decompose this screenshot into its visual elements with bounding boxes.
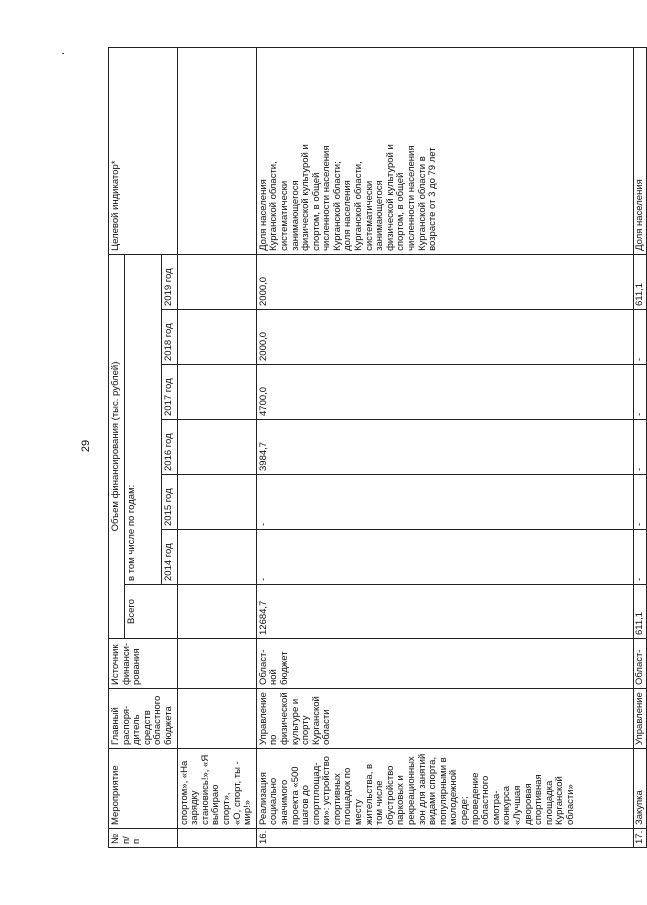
cell-year-value xyxy=(177,420,256,475)
cell-source: Област- xyxy=(633,639,647,689)
header-year: 2018 год xyxy=(161,310,177,365)
cell-year-value xyxy=(177,530,256,585)
cell-total xyxy=(177,585,256,639)
cell-num xyxy=(177,829,256,848)
scan-mark xyxy=(62,53,64,54)
page-number: 29 xyxy=(80,439,92,453)
header-event: Мероприятие xyxy=(109,749,178,829)
cell-year-value: - xyxy=(256,530,633,585)
cell-year-value xyxy=(177,365,256,420)
cell-year-value xyxy=(177,310,256,365)
cell-indicator xyxy=(177,47,256,254)
cell-num: 16. xyxy=(256,829,633,848)
cell-manager: Управление xyxy=(633,689,647,749)
header-year: 2016 год xyxy=(161,420,177,475)
cell-indicator: Доля населения xyxy=(633,47,647,254)
table-row xyxy=(177,47,256,847)
cell-total: 611,1 xyxy=(633,585,647,639)
cell-year-value: 3984,7 xyxy=(256,420,633,475)
header-total: Всего xyxy=(124,585,177,639)
header-year: 2014 год xyxy=(161,530,177,585)
header-indicator: Целевой индикатор* xyxy=(109,47,178,254)
header-row-1 xyxy=(109,47,125,847)
header-year: 2019 год xyxy=(161,254,177,309)
header-year: 2015 год xyxy=(161,475,177,530)
cell-year-value: 2000,0 xyxy=(256,254,633,309)
cell-year-value: - xyxy=(633,420,647,475)
funding-table xyxy=(108,47,647,848)
cell-manager: Управление по физической культуре и спорту Курганской области xyxy=(256,689,633,749)
cell-num: 17. xyxy=(633,829,647,848)
cell-year-value: - xyxy=(633,475,647,530)
header-source: Источник финанси- рования xyxy=(109,639,178,689)
header-num: № п/п xyxy=(109,829,178,848)
cell-year-value: - xyxy=(633,310,647,365)
cell-year-value: - xyxy=(256,475,633,530)
cell-year-value: - xyxy=(633,530,647,585)
header-manager: Главный распоря- дитель средств областного бюджета xyxy=(109,689,178,749)
cell-event: спортом», «На зарядку становись!», «Я выбираю спорт», «О, спорт, ты - мир!» xyxy=(177,749,256,829)
header-by-year: в том числе по годам: xyxy=(124,254,161,584)
cell-event: Реализация социально значимого проекта «500 шагов до спортплощад- ки»: устройство спортивных площадок по месту жительства, в том числе обустройство парковых и рекреационных зон для занятий видами спорта, популярными в молодежной среде; проведение областного смотра-конкурса «Лучшая дворовая спортивная площадка Курганской области» xyxy=(256,749,633,829)
cell-year-value xyxy=(177,254,256,309)
cell-total: 12684,7 xyxy=(256,585,633,639)
table-row xyxy=(256,47,633,847)
cell-year-value: 4700,0 xyxy=(256,365,633,420)
header-funding-group: Объем финансирования (тыс. рублей) xyxy=(109,254,125,638)
header-year: 2017 год xyxy=(161,365,177,420)
cell-source xyxy=(177,639,256,689)
cell-year-value: - xyxy=(633,365,647,420)
rotated-table-sheet xyxy=(108,48,645,848)
cell-year-value: 611,1 xyxy=(633,254,647,309)
cell-year-value xyxy=(177,475,256,530)
cell-source: Област- ной бюджет xyxy=(256,639,633,689)
cell-manager xyxy=(177,689,256,749)
cell-year-value: 2000,0 xyxy=(256,310,633,365)
table-row xyxy=(633,47,647,847)
cell-indicator: Доля населения Курганской области, систематически занимающегося физической культурой и спортом, в общей численности населения Курганской области; доля населения Курганской области, систематически занимающегося физической культурой и спортом, в общей численности населения Курганской области в возрасте от 3 до 79 лет xyxy=(256,47,633,254)
cell-event: Закупка xyxy=(633,749,647,829)
